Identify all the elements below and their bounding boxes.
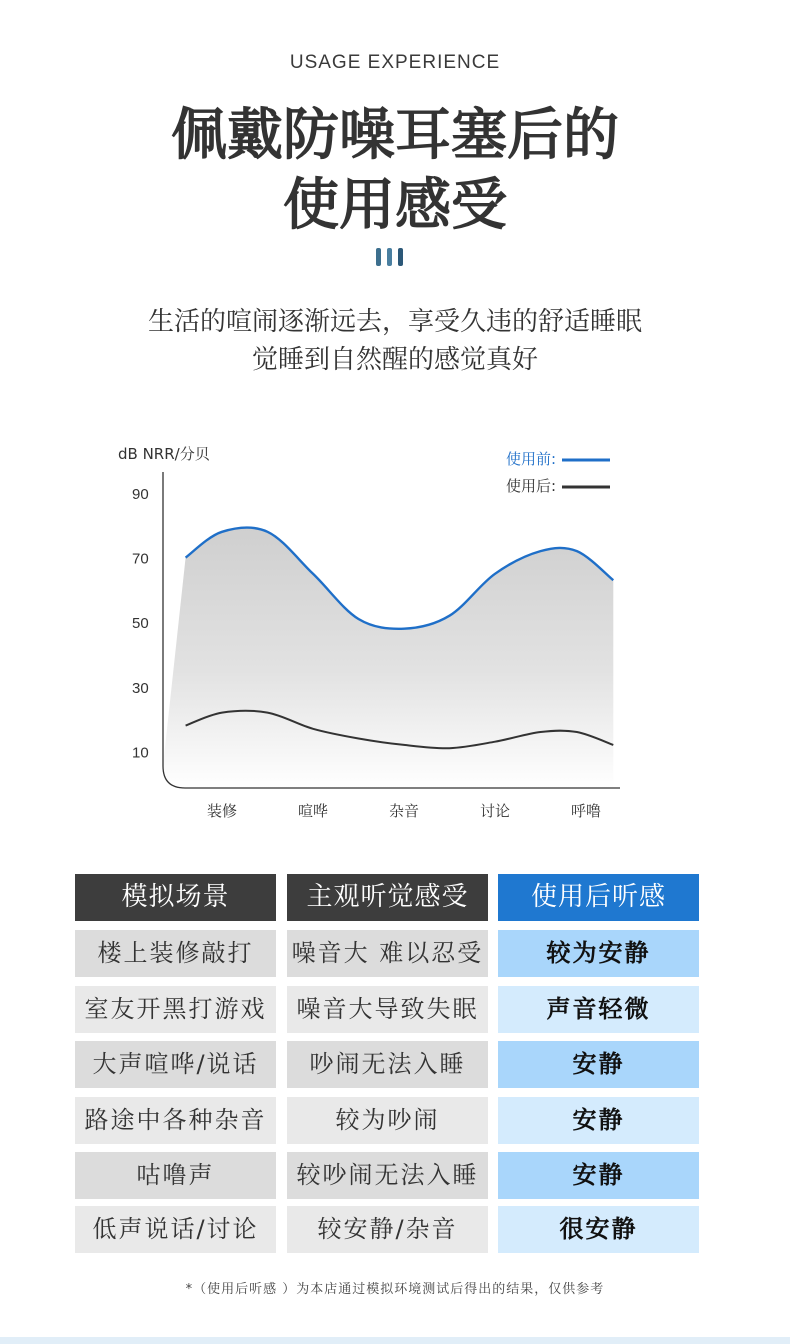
result-cell: 安静 — [498, 1097, 699, 1144]
table-header-cell: 模拟场景 — [75, 874, 276, 921]
scenario-cell: 室友开黑打游戏 — [75, 986, 276, 1033]
y-tick-label: 90 — [132, 486, 149, 503]
accent-bar — [376, 248, 381, 266]
y-axis-label: dB NRR/分贝 — [118, 445, 210, 463]
table-row — [75, 1152, 699, 1199]
y-tick-label: 30 — [132, 679, 149, 697]
legend-label-after: 使用后: — [505, 477, 556, 495]
x-tick-label: 呼噜 — [570, 802, 602, 820]
scenario-cell: 大声喧哗/说话 — [75, 1041, 276, 1088]
result-cell: 安静 — [498, 1152, 699, 1199]
bottom-strip — [0, 1337, 790, 1344]
perception-cell: 较为吵闹 — [287, 1097, 488, 1144]
table-row — [75, 930, 699, 977]
y-tick-label: 50 — [132, 615, 149, 633]
scenario-cell: 楼上装修敲打 — [75, 930, 276, 977]
scenario-cell: 路途中各种杂音 — [75, 1097, 276, 1144]
table-row — [75, 1206, 699, 1253]
table-header-cell: 主观听觉感受 — [287, 874, 488, 921]
table-row — [75, 1097, 699, 1144]
result-cell: 很安静 — [498, 1206, 699, 1253]
x-tick-label: 讨论 — [479, 802, 511, 820]
result-cell: 较为安静 — [498, 930, 699, 977]
perception-cell: 噪音大 难以忍受 — [287, 930, 488, 977]
x-tick-label: 杂音 — [388, 802, 420, 820]
accent-bar — [387, 248, 392, 266]
x-tick-label: 装修 — [206, 802, 238, 820]
perception-cell: 较安静/杂音 — [287, 1206, 488, 1253]
subtitle-line1: 生活的喧闹逐渐远去，享受久违的舒适睡眠 — [147, 307, 642, 337]
noise-chart — [0, 430, 790, 830]
kicker-text: USAGE EXPERIENCE — [289, 52, 501, 73]
table-header-row — [75, 874, 699, 921]
page-title-line2: 使用感受 — [283, 173, 507, 238]
perception-cell: 噪音大导致失眠 — [287, 986, 488, 1033]
scenario-cell: 咕噜声 — [75, 1152, 276, 1199]
result-cell: 安静 — [498, 1041, 699, 1088]
legend-label-before: 使用前: — [505, 450, 556, 468]
footnote: *（使用后听感 ）为本店通过模拟环境测试后得出的结果，仅供参考 — [185, 1282, 605, 1297]
subtitle-line2: 觉睡到自然醒的感觉真好 — [251, 345, 538, 375]
table-row — [75, 1041, 699, 1088]
accent-bars — [375, 248, 415, 268]
result-cell: 声音轻微 — [498, 986, 699, 1033]
area-fill — [163, 528, 613, 788]
y-tick-label: 70 — [132, 550, 149, 568]
x-tick-label: 喧哗 — [297, 802, 329, 820]
page-title-line1: 佩戴防噪耳塞后的 — [171, 103, 619, 168]
scenario-cell: 低声说话/讨论 — [75, 1206, 276, 1253]
perception-cell: 较吵闹无法入睡 — [287, 1152, 488, 1199]
perception-cell: 吵闹无法入睡 — [287, 1041, 488, 1088]
accent-bar — [398, 248, 403, 266]
table-row — [75, 986, 699, 1033]
y-tick-label: 10 — [132, 744, 149, 762]
table-header-cell: 使用后听感 — [498, 874, 699, 921]
